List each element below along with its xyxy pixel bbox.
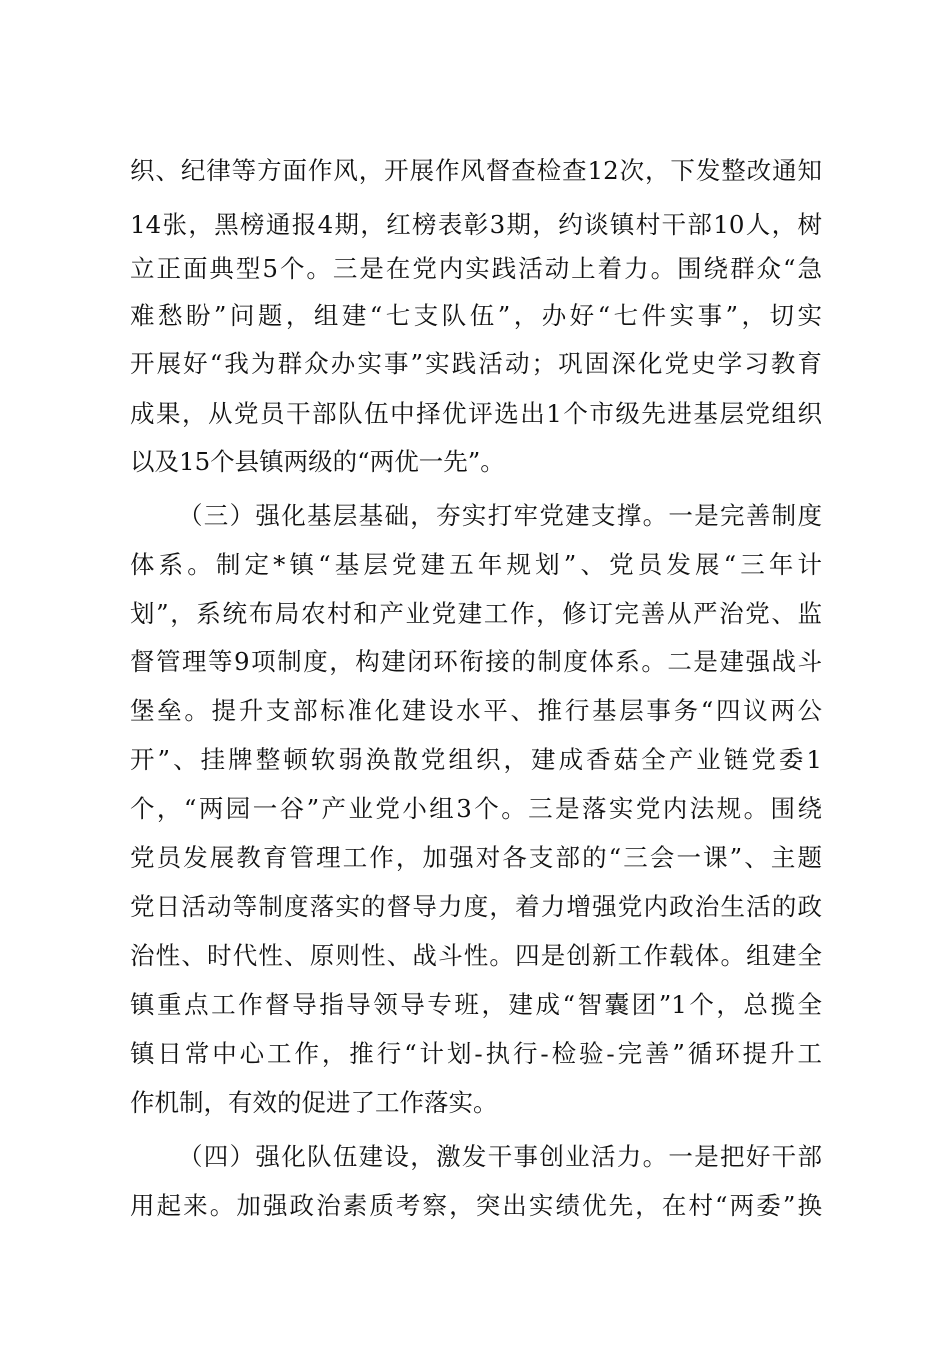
text-line: 督管理等9项制度，构建闭环衔接的制度体系。二是建强战斗 xyxy=(130,647,822,676)
text-line: 织、纪律等方面作风，开展作风督查检查12次，下发整改通知 xyxy=(130,156,822,185)
text-line: 成果，从党员干部队伍中择优评选出1个市级先进基层党组织 xyxy=(130,399,822,428)
text-line: 治性、时代性、原则性、战斗性。四是创新工作载体。组建全 xyxy=(130,941,822,970)
section-heading-line: （三）强化基层基础，夯实打牢党建支撑。一是完善制度 xyxy=(178,501,822,530)
text-line: 个，“两园一谷”产业党小组3个。三是落实党内法规。围绕 xyxy=(130,794,822,823)
text-line: 14张，黑榜通报4期，红榜表彰3期，约谈镇村干部10人，树 xyxy=(130,210,822,239)
text-line: 开”、挂牌整顿软弱涣散党组织，建成香菇全产业链党委1 xyxy=(130,745,822,774)
text-line: 作机制，有效的促进了工作落实。 xyxy=(130,1088,498,1117)
text-line: 镇重点工作督导指导领导专班，建成“智囊团”1个，总揽全 xyxy=(130,990,822,1019)
text-line: 堡垒。提升支部标准化建设水平、推行基层事务“四议两公 xyxy=(130,696,822,725)
section-heading-line: （四）强化队伍建设，激发干事创业活力。一是把好干部 xyxy=(178,1142,822,1171)
text-line: 立正面典型5个。三是在党内实践活动上着力。围绕群众“急 xyxy=(130,254,822,283)
text-line: 以及15个县镇两级的“两优一先”。 xyxy=(130,447,505,476)
text-line: 体系。制定*镇“基层党建五年规划”、党员发展“三年计 xyxy=(130,550,822,579)
text-line: 党员发展教育管理工作，加强对各支部的“三会一课”、主题 xyxy=(130,843,822,872)
text-line: 开展好“我为群众办实事”实践活动；巩固深化党史学习教育 xyxy=(130,349,822,378)
text-line: 镇日常中心工作，推行“计划-执行-检验-完善”循环提升工 xyxy=(130,1039,822,1068)
text-line: 划”，系统布局农村和产业党建工作，修订完善从严治党、监 xyxy=(130,599,822,628)
text-line: 党日活动等制度落实的督导力度，着力增强党内政治生活的政 xyxy=(130,892,822,921)
text-line: 用起来。加强政治素质考察，突出实绩优先，在村“两委”换 xyxy=(130,1191,822,1220)
text-line: 难愁盼”问题，组建“七支队伍”，办好“七件实事”，切实 xyxy=(130,301,822,330)
